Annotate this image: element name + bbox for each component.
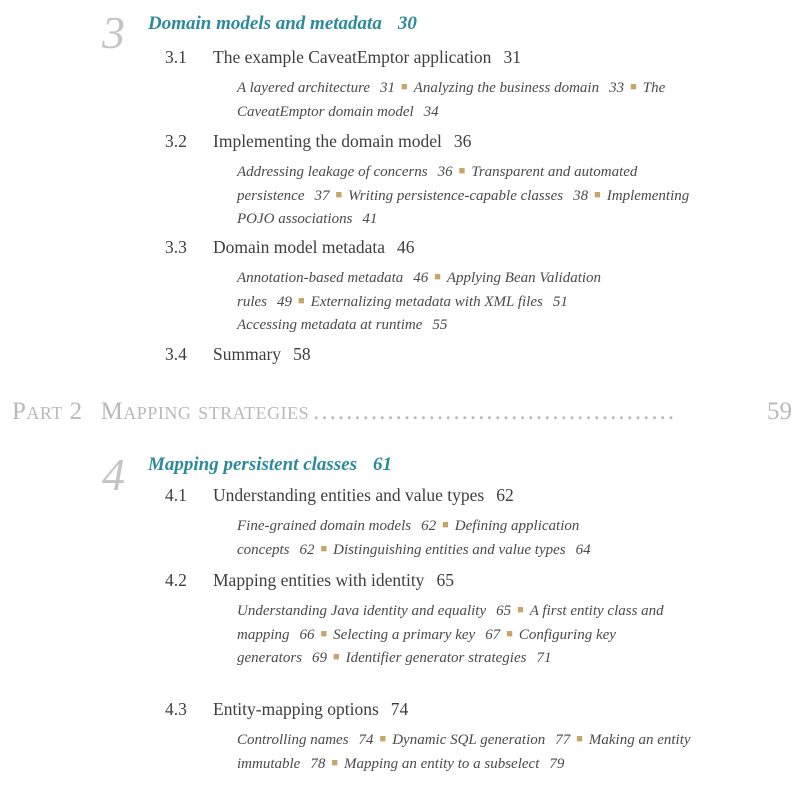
topic-page: 38 xyxy=(573,187,589,204)
topic-title: Identifier generator strategies xyxy=(345,650,527,666)
bullet-separator: ■ xyxy=(576,733,583,745)
topic-page: 66 xyxy=(299,626,315,643)
section-number: 4.3 xyxy=(165,699,187,719)
topic-page: 78 xyxy=(310,755,326,772)
section-title: The example CaveatEmptor application xyxy=(213,47,492,67)
topic[interactable] xyxy=(348,188,588,204)
section-number: 3.3 xyxy=(165,237,187,257)
section-4-2[interactable] xyxy=(165,570,454,591)
topic-title: Writing persistence-capable classes xyxy=(348,187,564,204)
topic-list xyxy=(237,161,707,231)
topic-title: Fine-grained domain models xyxy=(237,518,412,534)
topic[interactable] xyxy=(237,732,374,748)
section-page: 31 xyxy=(503,47,521,67)
topic-title: Understanding Java identity and equality xyxy=(237,603,487,619)
section-page: 36 xyxy=(453,131,472,151)
chapter-title[interactable] xyxy=(148,454,392,476)
topic-page: 71 xyxy=(536,650,552,666)
chapter-number: 4 xyxy=(102,449,125,500)
bullet-separator: ■ xyxy=(442,519,449,531)
topic[interactable] xyxy=(237,518,436,534)
topic-title: Implementing POJO associations xyxy=(237,187,690,227)
section-page: 58 xyxy=(293,344,311,364)
section-page: 46 xyxy=(397,237,415,257)
bullet-separator: ■ xyxy=(401,81,408,93)
chapter-title-text: Mapping persistent classes xyxy=(148,454,358,475)
section-title: Understanding entities and value types xyxy=(213,485,485,505)
section-title: Mapping entities with identity xyxy=(213,570,425,590)
bullet-separator: ■ xyxy=(506,627,513,640)
topic[interactable] xyxy=(346,650,552,666)
topic-title: Making an entity immutable xyxy=(237,732,691,772)
section-number: 3.1 xyxy=(165,47,187,67)
part-page: 59 xyxy=(767,398,792,425)
bullet-separator: ■ xyxy=(630,81,637,93)
section-3-1[interactable] xyxy=(165,47,521,68)
bullet-separator: ■ xyxy=(320,542,328,555)
topic-title: Controlling names xyxy=(237,732,349,748)
topic-title: Configuring key generators xyxy=(237,626,616,666)
topic[interactable] xyxy=(392,732,570,748)
section-4-3[interactable] xyxy=(165,699,408,720)
topic-list xyxy=(237,729,707,776)
topic-page: 79 xyxy=(549,755,565,772)
topic-page: 46 xyxy=(413,270,429,286)
bullet-separator: ■ xyxy=(320,627,328,640)
section-3-4[interactable] xyxy=(165,344,311,365)
topic-title: Analyzing the business domain xyxy=(413,80,600,96)
topic[interactable] xyxy=(237,80,395,96)
section-number: 3.2 xyxy=(165,131,187,151)
topic-title: Distinguishing entities and value types xyxy=(333,541,566,558)
bullet-separator: ■ xyxy=(331,756,338,769)
part-heading[interactable] xyxy=(12,398,792,426)
topic-page: 69 xyxy=(312,650,327,666)
topic-page: 51 xyxy=(552,293,568,310)
bullet-separator: ■ xyxy=(458,165,466,177)
topic-page: 49 xyxy=(277,293,292,310)
section-title: Entity-mapping options xyxy=(213,699,379,719)
topic-page: 34 xyxy=(423,103,439,120)
topic[interactable] xyxy=(333,542,590,558)
topic-title: Annotation-based metadata xyxy=(237,270,404,286)
topic-page: 65 xyxy=(496,603,512,619)
topic[interactable] xyxy=(237,164,453,180)
chapter-number: 3 xyxy=(102,7,125,58)
section-4-1[interactable] xyxy=(165,485,514,506)
chapter-title[interactable] xyxy=(148,13,417,35)
topic-title: Accessing metadata at runtime xyxy=(237,317,423,333)
bullet-separator: ■ xyxy=(517,604,524,616)
section-title: Summary xyxy=(213,344,282,364)
section-number: 3.4 xyxy=(165,344,187,364)
topic-list xyxy=(237,77,707,123)
topic-page: 67 xyxy=(485,626,501,643)
topic[interactable] xyxy=(333,627,500,643)
topic[interactable] xyxy=(344,756,564,772)
topic-title: Applying Bean Validation rules xyxy=(237,270,602,310)
topic-page: 77 xyxy=(555,732,571,748)
chapter-page: 30 xyxy=(397,13,417,34)
topic-page: 62 xyxy=(421,518,437,534)
topic-list xyxy=(237,600,707,671)
topic-title: Defining application concepts xyxy=(237,518,580,558)
bullet-separator: ■ xyxy=(434,271,441,283)
topic-title: A layered architecture xyxy=(237,80,371,96)
section-page: 74 xyxy=(390,699,409,719)
topic[interactable] xyxy=(237,317,447,333)
topic-page: 74 xyxy=(358,732,374,748)
section-title: Domain model metadata xyxy=(213,237,386,257)
topic-title: Selecting a primary key xyxy=(333,626,476,643)
topic[interactable] xyxy=(414,80,624,96)
bullet-separator: ■ xyxy=(335,188,343,201)
bullet-separator: ■ xyxy=(298,294,305,307)
chapter-page: 61 xyxy=(373,454,393,475)
topic-page: 41 xyxy=(362,211,378,227)
topic-page: 62 xyxy=(299,541,315,558)
section-page: 65 xyxy=(436,570,454,590)
part-label: Part 2 xyxy=(12,398,83,425)
topic[interactable] xyxy=(237,603,511,619)
topic[interactable] xyxy=(237,270,428,286)
part-title: Mapping strategies xyxy=(100,398,310,425)
topic-title: Transparent and automated persistence xyxy=(237,164,638,204)
section-title: Implementing the domain model xyxy=(213,131,442,151)
bullet-separator: ■ xyxy=(379,733,387,745)
topic-page: 36 xyxy=(437,164,453,180)
topic-title: Dynamic SQL generation xyxy=(392,732,546,748)
section-3-3[interactable] xyxy=(165,237,415,258)
section-number: 4.2 xyxy=(165,570,187,590)
section-number: 4.1 xyxy=(165,485,187,505)
topic-title: A first entity class and mapping xyxy=(237,603,664,643)
section-page: 62 xyxy=(496,485,514,505)
topic[interactable] xyxy=(311,294,568,310)
bullet-separator: ■ xyxy=(333,651,340,663)
topic-page: 64 xyxy=(575,541,591,558)
topic-page: 33 xyxy=(609,80,625,96)
topic-page: 31 xyxy=(380,80,396,96)
topic-page: 37 xyxy=(314,187,330,204)
topic-list xyxy=(237,515,707,562)
chapter-title-text: Domain models and metadata xyxy=(148,13,382,34)
topic-title: The CaveatEmptor domain model xyxy=(237,80,666,120)
dot-leader: ............................................ xyxy=(313,398,677,425)
topic-title: Addressing leakage of concerns xyxy=(237,164,428,180)
section-3-2[interactable] xyxy=(165,131,471,152)
topic-page: 55 xyxy=(432,317,448,333)
bullet-separator: ■ xyxy=(594,188,601,201)
topic-title: Externalizing metadata with XML files xyxy=(310,293,543,310)
topic-list xyxy=(237,267,707,337)
topic-title: Mapping an entity to a subselect xyxy=(343,755,540,772)
